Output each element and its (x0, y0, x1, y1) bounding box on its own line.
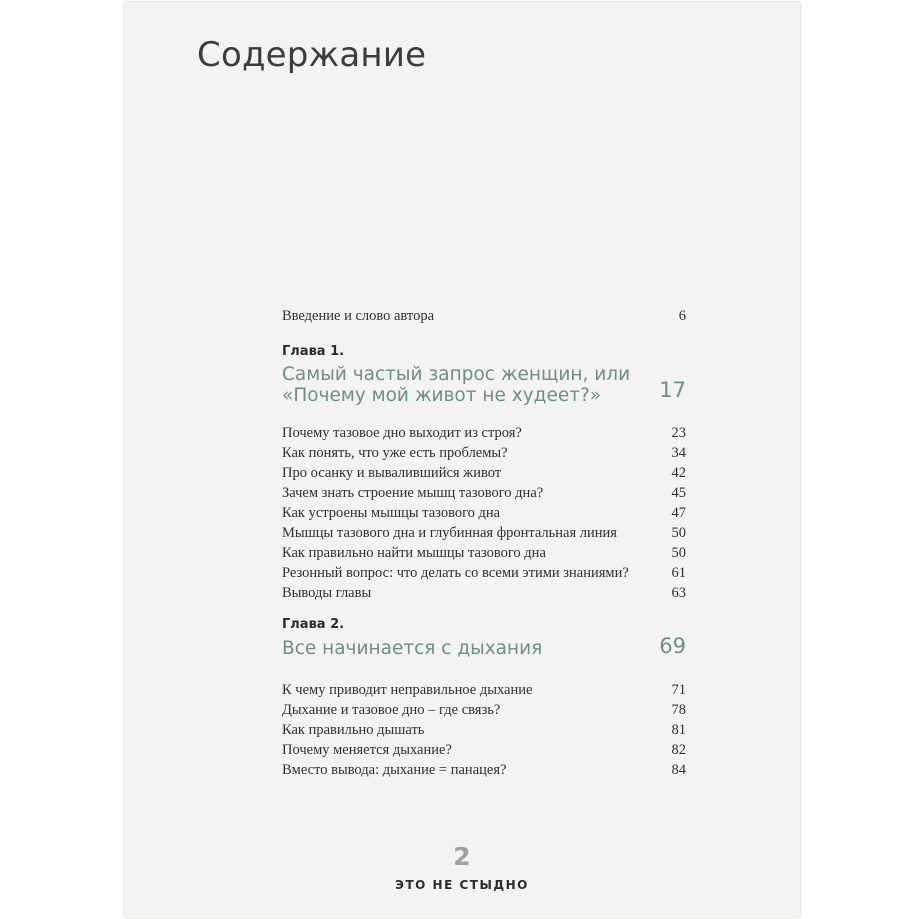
chapter-2-title-line-1: Все начинается с дыхания (282, 638, 543, 659)
toc-entry (282, 762, 686, 782)
book-page (124, 2, 800, 917)
toc-entry (282, 565, 686, 585)
toc-entry-page: 63 (671, 585, 686, 601)
toc-entry-label: Как понять, что уже есть проблемы? (282, 445, 508, 461)
toc-entry-label: Как правильно найти мышцы тазового дна (282, 545, 546, 561)
toc-entry-page: 71 (671, 682, 686, 698)
toc-entry-label: Как устроены мышцы тазового дна (282, 505, 501, 521)
toc-entry-label: Мышцы тазового дна и глубинная фронтальная линия (282, 525, 617, 541)
toc-entry (282, 485, 686, 505)
toc-entry (282, 445, 686, 465)
toc-entry (282, 505, 686, 525)
toc-entry-intro (282, 308, 686, 328)
toc-entry-page: 84 (671, 762, 686, 778)
toc-entry-page: 45 (671, 485, 686, 501)
chapter-1-title-line-1: Самый частый запрос женщин, или (282, 364, 631, 385)
toc-entry-page: 42 (671, 465, 686, 481)
toc-entry-page: 81 (671, 722, 686, 738)
toc-entry (282, 585, 686, 605)
toc-entry (282, 465, 686, 485)
toc-entry-page: 78 (671, 702, 686, 718)
toc-entry-label: Про осанку и вывалившийся живот (282, 465, 502, 481)
toc-entry (282, 525, 686, 545)
toc-entry-label: Дыхание и тазовое дно – где связь? (282, 702, 501, 718)
toc-entry (282, 742, 686, 762)
toc-entry (282, 545, 686, 565)
chapter-1-title-line-2: «Почему мой живот не худеет?» (282, 385, 602, 406)
chapter-2-title (282, 638, 686, 659)
toc-entry (282, 702, 686, 722)
chapter-1-label: Глава 1. (282, 344, 345, 359)
toc-entry-label: Почему тазовое дно выходит из строя? (282, 425, 522, 441)
page-title: Содержание (197, 35, 427, 75)
toc-entry (282, 425, 686, 445)
toc-entry-label: Как правильно дышать (282, 722, 425, 738)
toc-entry-page: 34 (671, 445, 686, 461)
toc-entry-page: 50 (671, 545, 686, 561)
toc-entry-label: Резонный вопрос: что делать со всеми этими знаниями? (282, 565, 629, 581)
toc-entry-page: 61 (671, 565, 686, 581)
toc-entry (282, 722, 686, 742)
chapter-2-page: 69 (659, 634, 686, 658)
toc-entry (282, 682, 686, 702)
page-number: 2 (453, 842, 471, 871)
toc-entry-label: Введение и слово автора (282, 308, 435, 324)
toc-entry-page: 6 (678, 308, 686, 324)
toc-entry-page: 50 (671, 525, 686, 541)
toc-entry-label: Вместо вывода: дыхание = панацея? (282, 762, 507, 778)
toc-entry-label: Зачем знать строение мышц тазового дна? (282, 485, 544, 501)
toc-entry-page: 23 (671, 425, 686, 441)
toc-entry-page: 82 (671, 742, 686, 758)
toc-entry-label: Выводы главы (282, 585, 372, 601)
chapter-1-title (282, 364, 686, 406)
toc-entry-label: Почему меняется дыхание? (282, 742, 452, 758)
running-footer: ЭТО НЕ СТЫДНО (395, 878, 529, 892)
chapter-1-page: 17 (659, 378, 686, 402)
toc-entry-label: К чему приводит неправильное дыхание (282, 682, 533, 698)
toc-entry-page: 47 (671, 505, 686, 521)
chapter-2-label: Глава 2. (282, 617, 345, 632)
